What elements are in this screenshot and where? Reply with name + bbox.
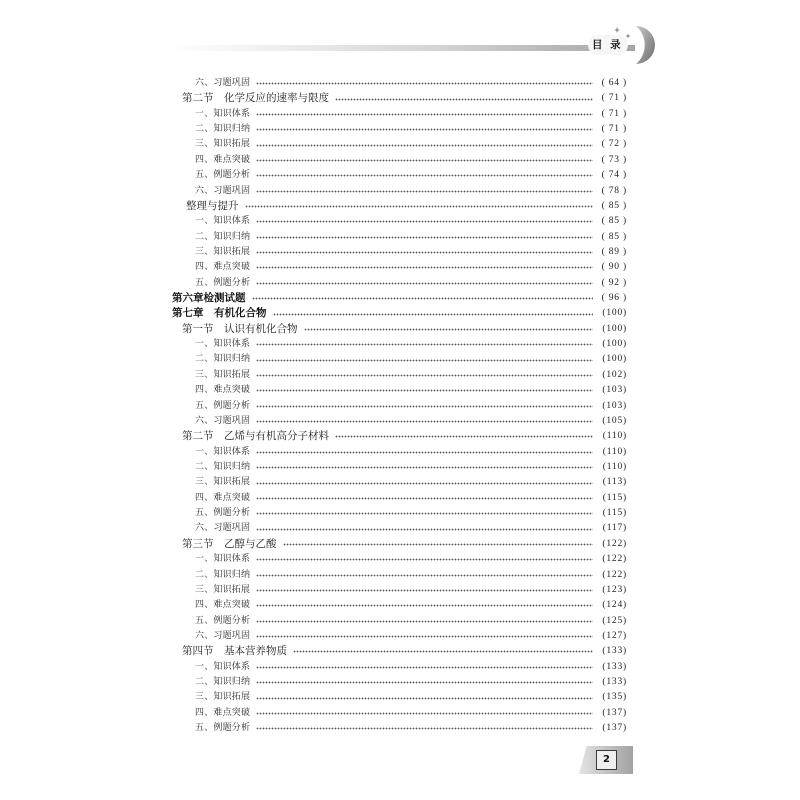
toc-page-number: ( 90 ): [601, 262, 627, 273]
toc-item: [172, 506, 627, 521]
toc-page-number: (100): [602, 308, 627, 319]
toc-item-title: 一、知识体系: [195, 661, 251, 672]
toc-item-title: 三、知识拓展: [195, 246, 251, 257]
toc-item-title: 三、知识拓展: [195, 139, 251, 150]
toc-item-title: 三、知识拓展: [195, 369, 251, 380]
toc-item-title: 一、知识体系: [195, 216, 251, 227]
toc-section: [172, 199, 627, 214]
dot-leader: [256, 574, 593, 577]
dot-leader: [256, 113, 593, 116]
dot-leader: [256, 82, 593, 85]
dot-leader: [256, 635, 593, 638]
toc-item-title: 五、例题分析: [195, 615, 251, 626]
toc-section-title: 整理与提升: [186, 199, 239, 212]
toc-item-title: 四、难点突破: [195, 492, 251, 503]
dot-leader: [256, 451, 593, 454]
toc-item-title: 五、例题分析: [195, 170, 251, 181]
toc-item: [172, 352, 627, 367]
toc-item: [172, 491, 627, 506]
toc-page-number: ( 89 ): [601, 246, 627, 257]
toc-item: [172, 76, 627, 91]
toc-page-number: (113): [602, 477, 627, 488]
table-of-contents: [172, 76, 627, 736]
toc-section-title: 第四节 基本营养物质: [182, 645, 287, 658]
toc-page-number: ( 71 ): [601, 124, 627, 135]
toc-page-number: (105): [602, 415, 627, 426]
dot-leader: [256, 190, 593, 193]
toc-item: [172, 137, 627, 152]
toc-page-number: ( 71 ): [601, 93, 627, 104]
dot-leader: [304, 328, 594, 331]
toc-section: [172, 429, 627, 444]
dot-leader: [256, 497, 593, 500]
dot-leader: [256, 389, 593, 392]
toc-item: [172, 521, 627, 536]
toc-item-title: 二、知识归纳: [195, 569, 251, 580]
toc-item: [172, 629, 627, 644]
toc-item: [172, 460, 627, 475]
toc-item-title: 四、难点突破: [195, 707, 251, 718]
toc-section-title: 第三节 乙醇与乙酸: [182, 537, 277, 550]
toc-item: [172, 230, 627, 245]
toc-item-title: 二、知识归纳: [195, 461, 251, 472]
toc-page-number: (127): [602, 630, 627, 641]
toc-item: [172, 153, 627, 168]
toc-item: [172, 168, 627, 183]
toc-item-title: 四、难点突破: [195, 600, 251, 611]
toc-item: [172, 721, 627, 736]
toc-item-title: 一、知识体系: [195, 108, 251, 119]
star-icon: [614, 27, 620, 33]
toc-page-number: (110): [602, 431, 627, 442]
toc-item: [172, 414, 627, 429]
toc-item: [172, 184, 627, 199]
toc-item-title: 二、知识归纳: [195, 124, 251, 135]
toc-page-number: (125): [602, 615, 627, 626]
toc-page-number: (135): [602, 692, 627, 703]
toc-chapter-title: 第七章 有机化合物: [172, 307, 267, 320]
dot-leader: [252, 297, 594, 300]
toc-chapter: [172, 291, 627, 306]
dot-leader: [256, 174, 593, 177]
dot-leader: [256, 697, 593, 700]
toc-item-title: 五、例题分析: [195, 508, 251, 519]
toc-page-number: ( 85 ): [601, 216, 627, 227]
toc-page-number: (133): [602, 677, 627, 688]
toc-item-title: 一、知识体系: [195, 446, 251, 457]
dot-leader: [256, 374, 593, 377]
toc-item-title: 六、习题巩固: [195, 630, 251, 641]
toc-section: [172, 91, 627, 106]
toc-section-title: 第二节 化学反应的速率与限度: [182, 92, 329, 105]
dot-leader: [256, 589, 593, 592]
toc-item-title: 二、知识归纳: [195, 354, 251, 365]
toc-page-number: (122): [602, 554, 627, 565]
dot-leader: [256, 128, 593, 131]
toc-item: [172, 368, 627, 383]
header-band: [170, 45, 635, 51]
dot-leader: [256, 220, 593, 223]
dot-leader: [256, 604, 593, 607]
toc-item: [172, 276, 627, 291]
toc-item-title: 三、知识拓展: [195, 692, 251, 703]
toc-item: [172, 399, 627, 414]
toc-page-number: (123): [602, 584, 627, 595]
toc-item-title: 三、知识拓展: [195, 584, 251, 595]
toc-page-number: (117): [602, 523, 627, 534]
toc-item-title: 二、知识归纳: [195, 677, 251, 688]
toc-page-number: (100): [602, 323, 627, 334]
toc-page-number: ( 74 ): [601, 170, 627, 181]
toc-page-number: ( 71 ): [601, 108, 627, 119]
toc-page-number: (115): [602, 492, 627, 503]
toc-item: [172, 260, 627, 275]
toc-section-title: 第一节 认识有机化合物: [182, 322, 298, 335]
page-title: 目 录: [592, 39, 623, 51]
toc-page-number: ( 85 ): [601, 200, 627, 211]
dot-leader: [256, 266, 593, 269]
dot-leader: [335, 435, 593, 438]
dot-leader: [256, 236, 593, 239]
toc-item-title: 六、习题巩固: [195, 523, 251, 534]
toc-item-title: 五、例题分析: [195, 277, 251, 288]
toc-page-number: ( 96 ): [601, 293, 627, 304]
dot-leader: [256, 359, 593, 362]
dot-leader: [256, 727, 593, 730]
toc-item: [172, 445, 627, 460]
dot-leader: [293, 650, 593, 653]
toc-item-title: 六、习题巩固: [195, 415, 251, 426]
toc-item: [172, 107, 627, 122]
toc-item-title: 三、知识拓展: [195, 477, 251, 488]
toc-page-number: (102): [602, 369, 627, 380]
dot-leader: [256, 251, 593, 254]
header-decoration: [160, 18, 660, 70]
dot-leader: [273, 313, 594, 316]
toc-page-number: ( 78 ): [601, 185, 627, 196]
toc-page-number: (124): [602, 600, 627, 611]
dot-leader: [256, 620, 593, 623]
dot-leader: [256, 512, 593, 515]
toc-item: [172, 383, 627, 398]
toc-item-title: 六、习题巩固: [195, 78, 251, 88]
crescent-moon-icon: [636, 26, 655, 64]
toc-page-number: (103): [602, 385, 627, 396]
toc-item-title: 四、难点突破: [195, 262, 251, 273]
toc-item: [172, 475, 627, 490]
toc-item: [172, 706, 627, 721]
toc-page-number: (122): [602, 569, 627, 580]
toc-item-title: 六、习题巩固: [195, 185, 251, 196]
toc-page-number: ( 73 ): [601, 154, 627, 165]
dot-leader: [256, 712, 593, 715]
dot-leader: [256, 681, 593, 684]
dot-leader: [256, 282, 593, 285]
toc-page-number: (100): [602, 339, 627, 350]
toc-item: [172, 245, 627, 260]
toc-item: [172, 660, 627, 675]
toc-item-title: 二、知识归纳: [195, 231, 251, 242]
dot-leader: [335, 98, 593, 101]
star-icon: [626, 34, 631, 39]
toc-page-number: ( 72 ): [601, 139, 627, 150]
toc-page-number: (103): [602, 400, 627, 411]
toc-page-number: (133): [602, 661, 627, 672]
toc-item: [172, 598, 627, 613]
dot-leader: [256, 343, 593, 346]
toc-page-number: (133): [602, 646, 627, 657]
toc-item: [172, 214, 627, 229]
toc-item: [172, 337, 627, 352]
dot-leader: [256, 528, 593, 531]
dot-leader: [256, 482, 593, 485]
toc-page-number: ( 92 ): [601, 277, 627, 288]
toc-item: [172, 675, 627, 690]
toc-item-title: 一、知识体系: [195, 339, 251, 350]
toc-section: [172, 537, 627, 552]
toc-page-number: (110): [602, 461, 627, 472]
toc-chapter: [172, 306, 627, 321]
toc-item: [172, 583, 627, 598]
dot-leader: [256, 666, 593, 669]
toc-item: [172, 690, 627, 705]
toc-item: [172, 614, 627, 629]
dot-leader: [256, 144, 593, 147]
toc-page-number: ( 64 ): [601, 78, 627, 88]
toc-page-number: (137): [602, 707, 627, 718]
toc-section: [172, 322, 627, 337]
toc-item-title: 五、例题分析: [195, 723, 251, 734]
toc-page-number: ( 85 ): [601, 231, 627, 242]
dot-leader: [256, 420, 593, 423]
dot-leader: [256, 159, 593, 162]
toc-item-title: 五、例题分析: [195, 400, 251, 411]
toc-page-number: (115): [602, 508, 627, 519]
toc-item: [172, 568, 627, 583]
toc-section-title: 第二节 乙烯与有机高分子材料: [182, 430, 329, 443]
dot-leader: [256, 405, 593, 408]
toc-chapter-title: 第六章检测试题: [172, 292, 246, 305]
dot-leader: [256, 558, 593, 561]
dot-leader: [245, 205, 594, 208]
dot-leader: [283, 543, 594, 546]
toc-item: [172, 552, 627, 567]
toc-item-title: 一、知识体系: [195, 554, 251, 565]
toc-page-number: (100): [602, 354, 627, 365]
page-number: 2: [596, 750, 617, 770]
toc-page-number: (110): [602, 446, 627, 457]
dot-leader: [256, 466, 593, 469]
toc-item: [172, 122, 627, 137]
toc-section: [172, 644, 627, 659]
toc-page-number: (137): [602, 723, 627, 734]
toc-item-title: 四、难点突破: [195, 385, 251, 396]
toc-item-title: 四、难点突破: [195, 154, 251, 165]
toc-page-number: (122): [602, 538, 627, 549]
